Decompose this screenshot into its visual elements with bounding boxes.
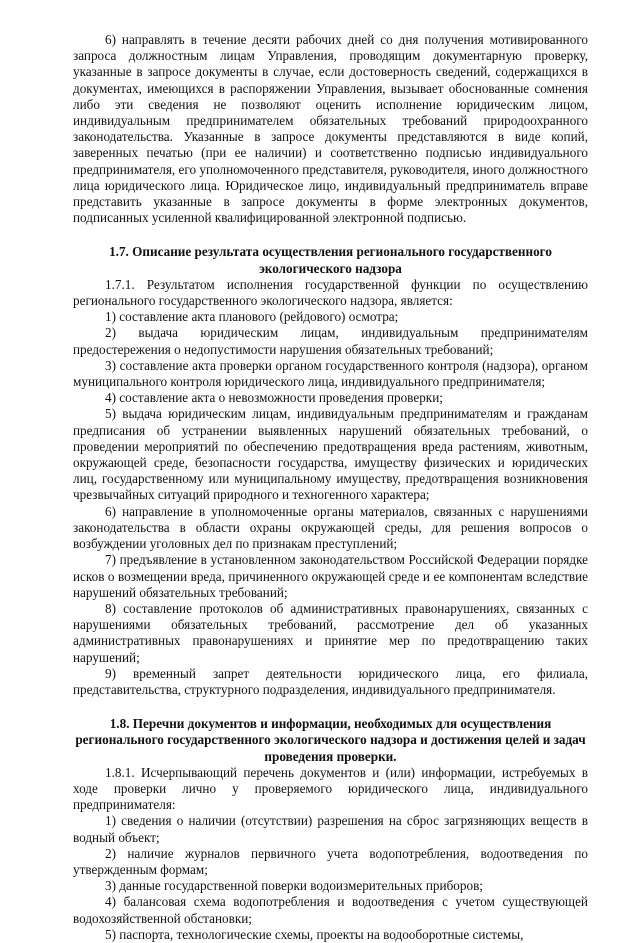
list-item: 6) направление в уполномоченные органы материалов, связанных с нарушениями законодательства в области охраны окружающей среды, для решения вопросов о возбуждении уголовных дел по признакам преступлений;	[73, 503, 588, 552]
list-item: 3) составление акта проверки органом государственного контроля (надзора), органом муниципального контроля юридического лица, индивидуального предпринимателя;	[73, 357, 588, 390]
paragraph: 1.7.1. Результатом исполнения государственной функции по осуществлению регионального государственного экологического надзора, является:	[73, 276, 588, 309]
list-item: 1) сведения о наличии (отсутствии) разрешения на сброс загрязняющих веществ в водный объект;	[73, 813, 588, 845]
list-item: 1) составление акта планового (рейдового) осмотра;	[105, 309, 399, 325]
list-item: 2) выдача юридическим лицам, индивидуальным предпринимателям предостережения о недопустимости нарушения обязательных требований;	[73, 325, 588, 357]
list-item: 8) составление протоколов об административных правонарушениях, связанных с нарушениями обязательных требований, рассмотрение дел об указанных административных правонарушениях и принятие мер по предотвращению таких нарушений;	[73, 600, 588, 665]
section-1-7-heading: 1.7. Описание результата осуществления регионального государственного экологического надзора	[109, 244, 552, 276]
section-1-8-heading: 1.8. Перечни документов и информации, необходимых для осуществления регионального государственного экологического надзора и достижения целей и задач проведения проверки.	[75, 716, 586, 764]
spacer	[73, 698, 588, 716]
list-item: 2) наличие журналов первичного учета водопотребления, водоотведения по утвержденным формам;	[73, 845, 588, 877]
list-item: 3) данные государственной поверки водоизмерительных приборов;	[105, 878, 483, 894]
list-item: 4) составление акта о невозможности проведения проверки;	[105, 390, 443, 406]
intro-paragraph: 6) направлять в течение десяти рабочих дней со дня получения мотивированного запроса должностным лицам Управления, проводящим документарную проверку, указанные в запросе документы в случае, если достоверность сведений, содержащихся в документах, имеющихся в распоряжении Управления, вызывает обоснованные сомнения либо эти сведения не позволяют оценить исполнение юридическим лицом, индивидуальным предпринимателем обязательных требований природоохранного законодательства. Указанные в запросе документы представляются в виде копий, заверенных печатью (при ее наличии) и соответственно подписью индивидуального предпринимателя, его уполномоченного представителя, руководителя, иного должностного лица юридического лица. Юридическое лицо, индивидуальный предприниматель вправе представить указанные в запросе документы в форме электронных документов, подписанных усиленной квалифицированной электронной подписью.	[73, 32, 588, 226]
list-item: 9) временный запрет деятельности юридического лица, его филиала, представительства, структурного подразделения, индивидуального предпринимателя.	[73, 665, 588, 697]
list-item: 7) предъявление в установленном законодательством Российской Федерации порядке исков о возмещении вреда, причиненного окружающей среде и ее компонентам вследствие нарушений обязательных требований;	[73, 552, 588, 600]
list-item: 5) выдача юридическим лицам, индивидуальным предпринимателям и гражданам предписания об устранении выявленных нарушений обязательных требований, о проведении мероприятий по обеспечению предотвращения вреда растениям, животным, окружающей среде, безопасности государства, имуществу физических и юридических лиц, государственному или муниципальному имуществу, предотвращения возникновения чрезвычайных ситуаций природного и техногенного характера;	[73, 406, 588, 503]
paragraph: 1.8.1. Исчерпывающий перечень документов и (или) информации, истребуемых в ходе проверки лично у проверяемого юридического лица, индивидуального предпринимателя:	[73, 764, 588, 813]
spacer	[73, 226, 588, 244]
list-item: 4) балансовая схема водопотребления и водоотведения с учетом существующей водохозяйственной обстановки;	[73, 894, 588, 926]
list-item: 5) паспорта, технологические схемы, проекты на водооборотные системы,	[105, 926, 524, 942]
